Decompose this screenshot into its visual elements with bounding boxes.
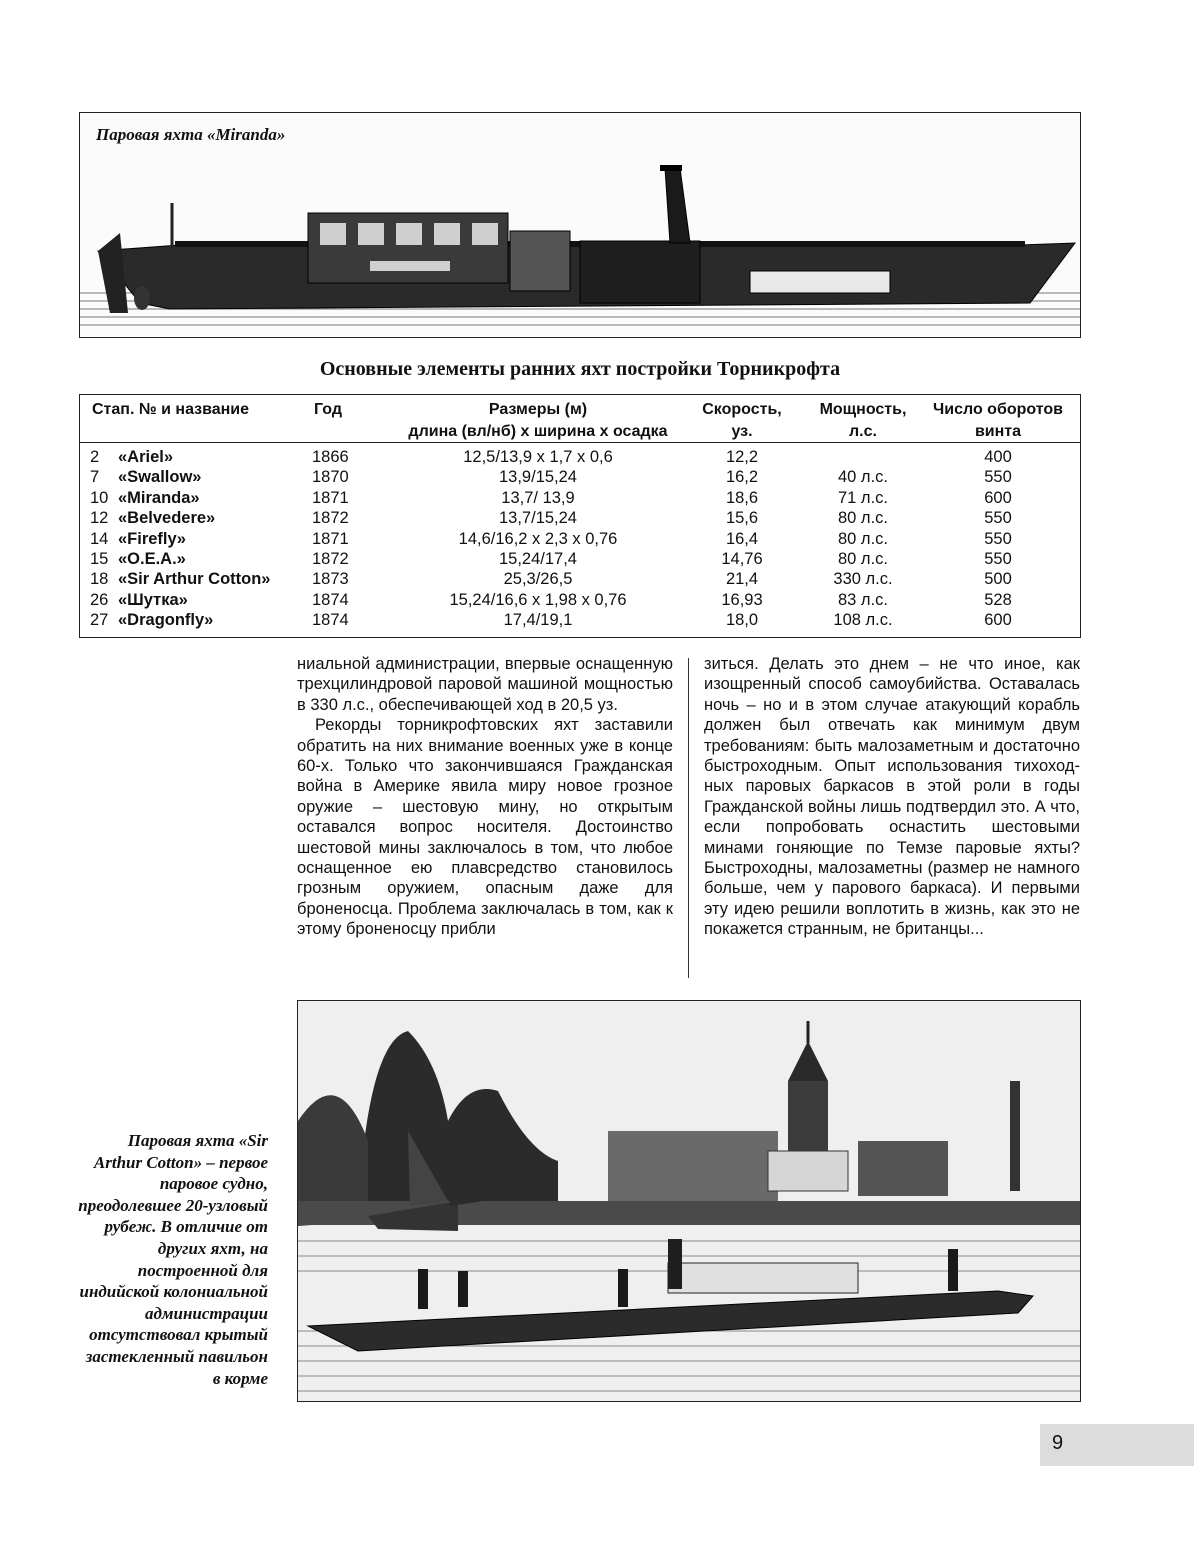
text-column-2	[704, 654, 1080, 940]
cell-speed: 18,6	[725, 488, 759, 507]
cell-dims: 13,9/15,24	[499, 468, 577, 487]
header-year: Год	[314, 401, 342, 418]
cell-dims: 13,7/15,24	[499, 509, 577, 528]
paragraph: ниальной администрации, впервые оснащенную трехцилиндровой паровой машиной мощностью в 330 л.с., обеспечивающей ход в 20,5 уз.	[297, 655, 673, 714]
cell-rpm: 500	[984, 570, 1012, 589]
header-speed-unit: уз.	[731, 423, 753, 440]
cell-num: 14	[90, 529, 109, 548]
cell-name: «Miranda»	[118, 488, 200, 507]
paragraph: Рекорды торникрофтовских яхт заставили обратить на них внимание военных уже в конце 60-х. Только что закончившаяся Гражданская война в Америке явила миру новое грозное оружие – шестовую мину, но открытым оставался вопрос носителя. Достоинство шестовой мины заключалось в том, что любое оснащенное ею плавсредство становилось грозным оружием, опасным даже для броненосца. Проблема заключалась в том, как к этому броненосцу прибли	[297, 716, 673, 939]
table-row	[80, 529, 1080, 549]
cell-name: «Ariel»	[118, 448, 174, 466]
cell-dims: 13,7/ 13,9	[501, 488, 575, 507]
cell-rpm: 550	[984, 509, 1012, 528]
miranda-cutaway-drawing	[80, 113, 1081, 338]
cell-num: 26	[90, 590, 109, 609]
cell-year: 1872	[312, 509, 349, 528]
cell-name: «O.E.A.»	[118, 549, 186, 568]
column-divider	[688, 658, 689, 978]
table-row	[80, 488, 1080, 508]
table-row	[80, 610, 1080, 630]
paragraph: зиться. Делать это днем – не что иное, как изощренный способ самоубийства. Оставалась ночь – но и в этом случае атакующий корабль должен был отвечать как минимум двум требованиям: быть малозаметным и достаточно быстроходным. Опыт использования тихоходных паровых баркасов в этой роли в годы Гражданской войны лишь подтвердил это. А что, если попробовать оснастить шестовыми минами гоняющие по Темзе паровые яхты? Быстроходны, малозаметны (размер не намного больше, чем у парового баркаса). И первыми эту идею решили воплотить в жизнь, как это не покажется странным, не британцы...	[704, 655, 1080, 939]
table-row	[80, 590, 1080, 610]
cell-year: 1871	[312, 529, 349, 548]
cell-year: 1871	[312, 488, 349, 507]
page-number-box	[1040, 1424, 1194, 1466]
header-rpm-title: Число оборотов	[933, 401, 1063, 418]
header-dims-sub: длина (вл/нб) х ширина х осадка	[408, 423, 668, 440]
cell-power: 40 л.с.	[838, 468, 888, 487]
cell-dims: 15,24/17,4	[499, 549, 577, 568]
cell-num: 7	[90, 468, 100, 487]
cell-speed: 16,93	[721, 590, 763, 609]
cell-speed: 16,2	[725, 468, 759, 487]
sir-arthur-cotton-illustration	[297, 1000, 1081, 1402]
cell-power: 83 л.с.	[838, 590, 888, 609]
cell-power: 71 л.с.	[838, 488, 888, 507]
cell-rpm: 550	[984, 549, 1012, 568]
cell-power: 80 л.с.	[838, 509, 888, 528]
cell-power: 80 л.с.	[838, 529, 888, 548]
cell-num: 18	[90, 570, 109, 589]
cell-year: 1873	[312, 570, 349, 589]
page-number: 9	[1052, 1432, 1064, 1454]
cell-power: 108 л.с.	[833, 611, 893, 630]
header-power-unit: л.с.	[849, 423, 877, 440]
cell-name: «Swallow»	[118, 468, 202, 487]
cell-rpm: 400	[984, 448, 1012, 466]
cell-year: 1870	[312, 468, 349, 487]
cell-year: 1874	[312, 590, 349, 609]
header-dims-title: Размеры (м)	[488, 401, 588, 418]
cell-name: «Dragonfly»	[118, 611, 214, 630]
table-body	[80, 447, 1080, 631]
cell-year: 1872	[312, 549, 349, 568]
table-title: Основные элементы ранних яхт постройки Торникрофта	[319, 358, 841, 380]
cell-year: 1874	[312, 611, 349, 630]
cell-rpm: 600	[984, 611, 1012, 630]
cell-dims: 15,24/16,6 х 1,98 х 0,76	[449, 590, 627, 609]
cell-dims: 12,5/13,9 х 1,7 х 0,6	[463, 448, 613, 466]
cell-num: 10	[90, 488, 109, 507]
cell-power: 80 л.с.	[838, 549, 888, 568]
cell-rpm: 550	[984, 468, 1012, 487]
cell-year: 1866	[312, 448, 349, 466]
table-row	[80, 569, 1080, 589]
bottom-figure-caption: Паровая яхта «Sir Arthur Cotton» – первое паровое судно, преодолевшее 20-узловый рубеж. В отличие от других яхт, на построенной для индийской колониальной администрации отсутствовал крытый застекленный павильон в корме	[78, 1131, 268, 1388]
header-name: Стап. № и название	[92, 401, 250, 418]
cell-rpm: 550	[984, 529, 1012, 548]
cell-rpm: 528	[984, 590, 1012, 609]
cell-name: «Шутка»	[118, 590, 188, 609]
cell-dims: 17,4/19,1	[503, 611, 573, 630]
cell-num: 15	[90, 549, 109, 568]
cell-rpm: 600	[984, 488, 1012, 507]
cell-dims: 25,3/26,5	[503, 570, 573, 589]
header-rpm-unit: винта	[974, 423, 1022, 440]
cell-name: «Sir Arthur Cotton»	[118, 570, 271, 589]
table-row	[80, 467, 1080, 487]
cell-speed: 14,76	[721, 549, 763, 568]
header-power-title: Мощность,	[819, 401, 907, 418]
cell-name: «Firefly»	[118, 529, 186, 548]
cell-speed: 12,2	[725, 448, 759, 466]
top-figure-caption: Паровая яхта «Miranda»	[96, 125, 286, 144]
table-row	[80, 447, 1080, 467]
cell-speed: 16,4	[725, 529, 759, 548]
table-row	[80, 549, 1080, 569]
miranda-illustration	[79, 112, 1081, 338]
cell-speed: 15,6	[725, 509, 759, 528]
table-row	[80, 508, 1080, 528]
cell-num: 2	[90, 448, 100, 466]
table-header	[80, 395, 1080, 443]
cell-power: 330 л.с.	[833, 570, 893, 589]
cell-speed: 18,0	[725, 611, 759, 630]
header-speed-title: Скорость,	[702, 401, 782, 418]
text-column-1	[297, 654, 673, 940]
cell-speed: 21,4	[725, 570, 759, 589]
cell-name: «Belvedere»	[118, 509, 216, 528]
cell-num: 27	[90, 611, 109, 630]
cell-num: 12	[90, 509, 109, 528]
yacht-specs-table	[79, 394, 1081, 638]
cell-dims: 14,6/16,2 х 2,3 х 0,76	[458, 529, 618, 548]
engraving-river-scene	[298, 1001, 1081, 1402]
